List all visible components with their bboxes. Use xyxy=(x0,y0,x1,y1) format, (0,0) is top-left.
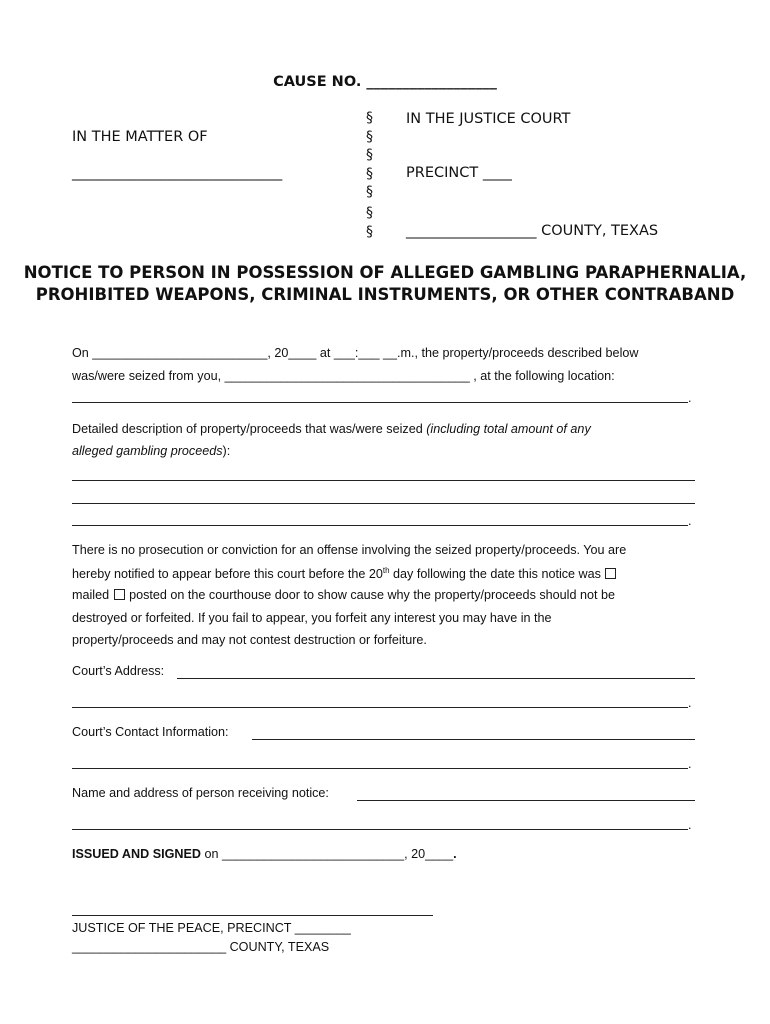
cause-number: CAUSE NO. __________________ xyxy=(273,74,497,90)
court-address-period: . xyxy=(688,696,692,710)
matter-of-label: IN THE MATTER OF xyxy=(72,129,208,145)
court-address-label: Court’s Address: xyxy=(72,664,165,678)
section-mark: § xyxy=(366,129,373,145)
recipient-label: Name and address of person receiving notice: xyxy=(72,786,329,800)
seizure-line-1: On _________________________, 20____ at ___:___ __.m., the property/proceeds described below xyxy=(72,346,639,360)
court-name: IN THE JUSTICE COURT xyxy=(406,111,571,127)
issued-signed-line: ISSUED AND SIGNED on __________________________, 20____. xyxy=(72,847,457,861)
court-address-field[interactable] xyxy=(177,678,695,679)
matter-blank: _____________________________ xyxy=(72,165,283,181)
location-period: . xyxy=(688,391,692,405)
description-label-cont: alleged gambling proceeds): xyxy=(72,444,231,458)
notice-line-5: property/proceeds and may not contest destruction or forfeiture. xyxy=(72,633,427,647)
section-mark: § xyxy=(366,205,373,221)
section-mark: § xyxy=(366,166,373,182)
seizure-line-2: was/were seized from you, ___________________________________ , at the following location: xyxy=(72,369,615,383)
precinct-label: PRECINCT ____ xyxy=(406,165,512,181)
description-period: . xyxy=(688,514,692,528)
section-mark: § xyxy=(366,147,373,163)
notice-line-2: hereby notified to appear before this court before the 20th day following the date this notice was xyxy=(72,566,617,581)
description-fill-line xyxy=(72,525,688,526)
document-title: NOTICE TO PERSON IN POSSESSION OF ALLEGED GAMBLING PARAPHERNALIA, PROHIBITED WEAPONS, CRIMINAL INSTRUMENTS, OR OTHER CONTRABAND xyxy=(23,263,747,304)
description-fill-line xyxy=(72,480,695,481)
location-fill-line xyxy=(72,402,688,403)
recipient-field-2[interactable] xyxy=(72,829,688,830)
signature-county: ______________________ COUNTY, TEXAS xyxy=(72,940,330,954)
signature-title: JUSTICE OF THE PEACE, PRECINCT ________ xyxy=(72,921,351,935)
recipient-period: . xyxy=(688,818,692,832)
section-mark: § xyxy=(366,184,373,200)
county-label: __________________ COUNTY, TEXAS xyxy=(406,223,659,239)
court-contact-period: . xyxy=(688,757,692,771)
court-address-field-2[interactable] xyxy=(72,707,688,708)
posted-checkbox[interactable] xyxy=(114,589,125,600)
notice-line-1: There is no prosecution or conviction for an offense involving the seized property/proceeds. You are xyxy=(72,543,627,557)
description-label: Detailed description of property/proceeds that was/were seized (including total amount of any xyxy=(72,422,591,436)
section-mark: § xyxy=(366,224,373,240)
notice-line-3: mailed posted on the courthouse door to show cause why the property/proceeds should not be xyxy=(72,588,615,602)
description-fill-line xyxy=(72,503,695,504)
notice-line-4: destroyed or forfeited. If you fail to appear, you forfeit any interest you may have in the xyxy=(72,611,552,625)
recipient-field[interactable] xyxy=(357,800,695,801)
mailed-checkbox[interactable] xyxy=(605,568,616,579)
court-contact-label: Court’s Contact Information: xyxy=(72,725,229,739)
section-mark: § xyxy=(366,110,373,126)
court-contact-field[interactable] xyxy=(252,739,695,740)
signature-line[interactable] xyxy=(72,915,433,916)
court-contact-field-2[interactable] xyxy=(72,768,688,769)
